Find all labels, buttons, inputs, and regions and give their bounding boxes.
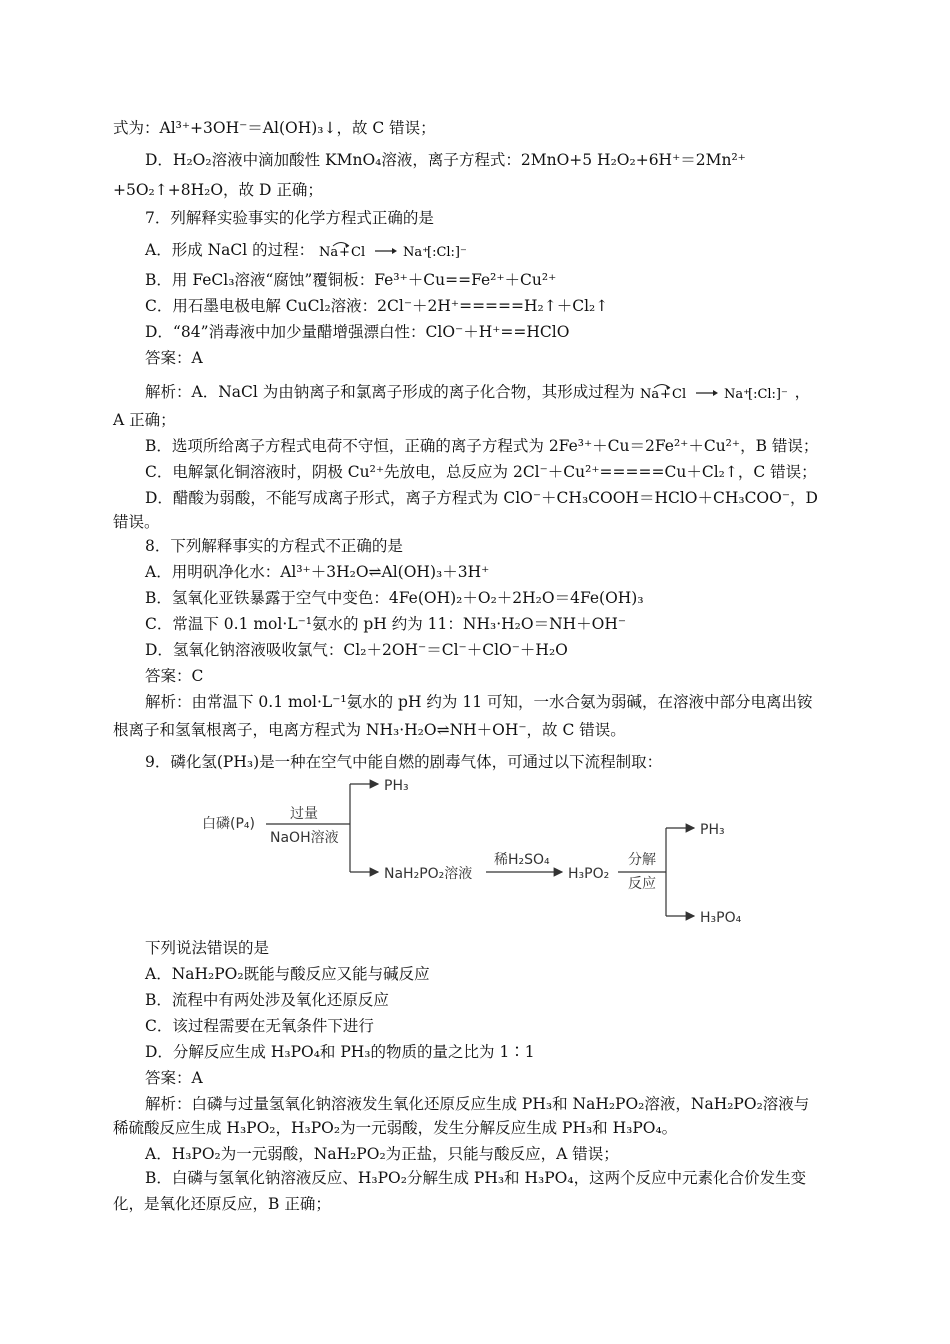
option-9a: A．NaH₂PO₂既能与酸反应又能与碱反应 — [145, 965, 430, 983]
option-7c: C．用石墨电极电解 CuCl₂溶液：2Cl⁻＋2H⁺=====H₂↑＋Cl₂↑ — [145, 297, 609, 315]
lewis-na-ion: Na⁺ — [403, 245, 430, 260]
lewis-na: Na — [639, 387, 659, 402]
flow-cond1-bottom: NaOH溶液 — [270, 830, 339, 846]
explanation-9b: B．白磷与氢氧化钠溶液反应、H₃PO₂分解生成 PH₃和 H₃PO₄，这两个反应中元素化合价发生变 — [145, 1169, 807, 1187]
flow-cond3-top: 分解 — [628, 852, 656, 868]
text-line: 稀硫酸反应生成 H₃PO₂，H₃PO₂为一元弱酸，发生分解反应生成 PH₃和 H₃PO₄。 — [113, 1119, 678, 1137]
lewis-structure-nacl — [640, 382, 790, 404]
option-8b: B．氢氧化亚铁暴露于空气中变色：4Fe(OH)₂＋O₂＋2H₂O＝4Fe(OH)₃ — [145, 589, 644, 607]
question-7: 7．列解释实验事实的化学方程式正确的是 — [145, 209, 434, 227]
answer-8: 答案：C — [145, 667, 204, 685]
option-9d: D．分解反应生成 H₃PO₄和 PH₃的物质的量之比为 1∶1 — [145, 1043, 535, 1061]
text-line: A 正确； — [113, 411, 176, 429]
flow-cond2: 稀H₂SO₄ — [494, 852, 550, 868]
explanation-9a: A．H₃PO₂为一元弱酸，NaH₂PO₂为正盐，只能与酸反应，A 错误； — [145, 1145, 619, 1163]
explanation-7a — [145, 382, 810, 404]
text-line: 化，是氧化还原反应，B 正确； — [113, 1195, 331, 1213]
option-7a-label: A．形成 NaCl 的过程： — [145, 241, 315, 259]
explanation-7d: D．醋酸为弱酸，不能写成离子形式，离子方程式为 ClO⁻＋CH₃COOH＝HClO＋CH₃COO⁻，D — [145, 489, 818, 507]
text-line: 错误。 — [113, 513, 160, 531]
explanation-7a-text: 解析：A．NaCl 为由钠离子和氯离子形成的离子化合物，其形成过程为 — [145, 383, 635, 401]
question-9-stem: 下列说法错误的是 — [145, 939, 270, 957]
option-8c: C．常温下 0.1 mol·L⁻¹氨水的 pH 约为 11：NH₃·H₂O＝NH＋OH⁻ — [145, 615, 627, 633]
flow-ph3-2: PH₃ — [700, 822, 725, 838]
flow-ph3-1: PH₃ — [384, 778, 409, 794]
text-line: 式为：Al³⁺+3OH⁻＝Al(OH)₃↓，故 C 错误； — [113, 119, 436, 137]
lewis-cl-ion: [:Cl:]⁻ — [747, 387, 788, 402]
explanation-7c: C．电解氯化铜溶液时，阴极 Cu²⁺先放电，总反应为 2Cl⁻＋Cu²⁺=====Cu＋Cl₂↑，C 错误； — [145, 463, 817, 481]
option-8a: A．用明矾净化水：Al³⁺＋3H₂O⇌Al(OH)₃＋3H⁺ — [145, 563, 490, 581]
lewis-cl: Cl — [351, 245, 366, 260]
flow-h3po4: H₃PO₄ — [700, 910, 742, 926]
flow-h3po2: H₃PO₂ — [568, 866, 610, 882]
text-line: 根离子和氢氧根离子，电离方程式为 NH₃·H₂O⇌NH＋OH⁻，故 C 错误。 — [113, 721, 626, 739]
explanation-9: 解析：白磷与过量氢氧化钠溶液发生氧化还原反应生成 PH₃和 NaH₂PO₂溶液，NaH₂PO₂溶液与 — [145, 1095, 810, 1113]
option-7d: D．“84”消毒液中加少量醋增强漂白性：ClO⁻＋H⁺==HClO — [145, 323, 570, 341]
option-7a — [145, 240, 479, 262]
question-9: 9．磷化氢(PH₃)是一种在空气中能自燃的剧毒气体，可通过以下流程制取： — [145, 753, 663, 771]
flowchart-ph3-preparation — [200, 776, 760, 936]
option-9b: B．流程中有两处涉及氧化还原反应 — [145, 991, 389, 1009]
explanation-8: 解析：由常温下 0.1 mol·L⁻¹氨水的 pH 约为 11 可知，一水合氨为弱碱，在溶液中部分电离出铵 — [145, 693, 813, 711]
option-9c: C．该过程需要在无氧条件下进行 — [145, 1017, 374, 1035]
lewis-na-ion: Na⁺ — [723, 387, 750, 402]
lewis-structure-nacl — [319, 240, 479, 262]
flow-cond1-top: 过量 — [290, 806, 318, 822]
answer-7: 答案：A — [145, 349, 203, 367]
flow-start: 白磷(P₄) — [202, 816, 255, 832]
flow-nah2po2: NaH₂PO₂溶液 — [384, 866, 473, 882]
question-8: 8．下列解释事实的方程式不正确的是 — [145, 537, 403, 555]
answer-9: 答案：A — [145, 1069, 203, 1087]
svg-text:+: + — [659, 387, 671, 402]
lewis-cl: Cl — [671, 387, 686, 402]
explanation-7b: B．选项所给离子方程式电荷不守恒，正确的离子方程式为 2Fe³⁺＋Cu＝2Fe²⁺＋Cu²⁺，B 错误； — [145, 437, 819, 455]
text-line: D．H₂O₂溶液中滴加酸性 KMnO₄溶液，离子方程式：2MnO+5 H₂O₂+6H⁺＝2Mn²⁺ — [145, 151, 746, 169]
text-line: +5O₂↑+8H₂O，故 D 正确； — [113, 181, 323, 199]
lewis-na: Na — [319, 245, 339, 260]
flow-cond3-bottom: 反应 — [628, 876, 656, 892]
lewis-cl-ion: [:Cl:]⁻ — [427, 245, 467, 260]
option-7b: B．用 FeCl₃溶液“腐蚀”覆铜板：Fe³⁺＋Cu==Fe²⁺＋Cu²⁺ — [145, 271, 557, 289]
svg-text:+: + — [339, 245, 351, 260]
explanation-7a-tail: ， — [794, 383, 811, 401]
option-8d: D．氢氧化钠溶液吸收氯气：Cl₂＋2OH⁻＝Cl⁻＋ClO⁻＋H₂O — [145, 641, 568, 659]
